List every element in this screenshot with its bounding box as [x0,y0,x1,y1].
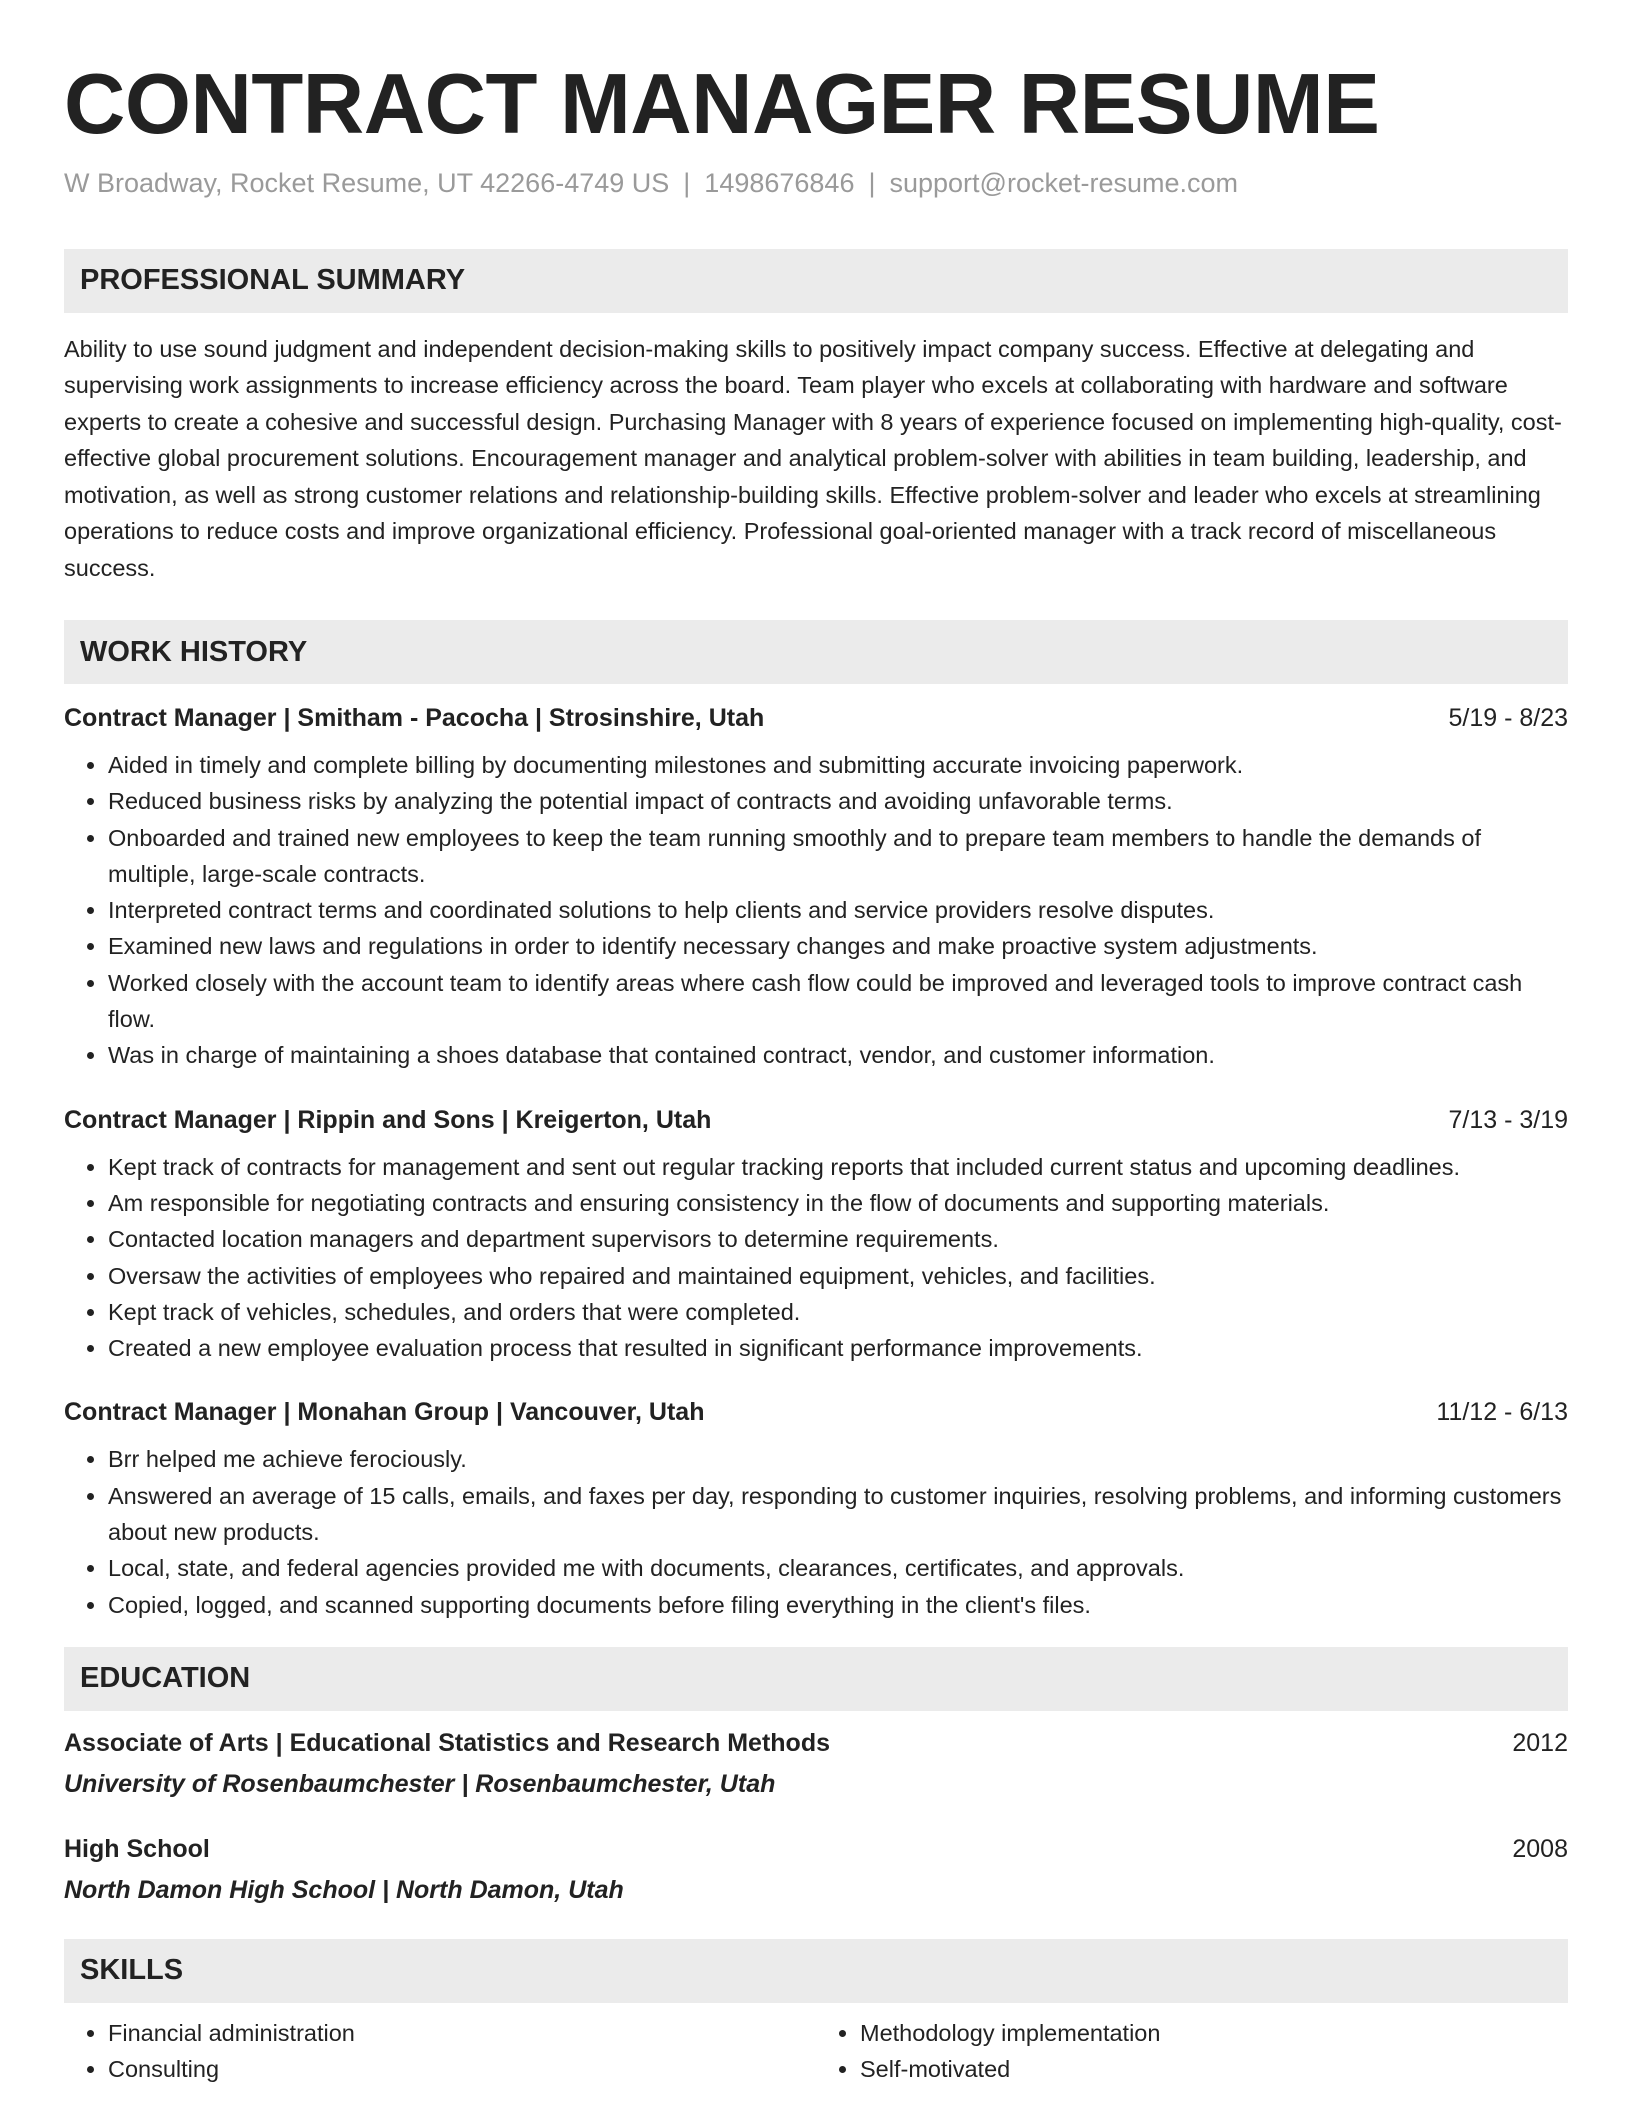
job-bullets [64,747,1568,1074]
job-bullets [64,1149,1568,1367]
job-header [64,704,1568,733]
contact-separator: | [683,167,691,198]
skill-item: • Methodology implementation [860,2015,1568,2051]
skills-column-left [64,2015,816,2087]
job-bullet: • Worked closely with the account team to identify areas where cash flow could be improved and leveraged tools to improve contract cash flow. [108,965,1568,1038]
resume-title: CONTRACT MANAGER RESUME [64,57,1380,152]
education-header [64,1835,1568,1864]
job-bullet: • Kept track of vehicles, schedules, and orders that were completed. [108,1294,1568,1330]
job-entry [64,1106,1568,1367]
contact-phone: 1498676846 [704,167,855,198]
education-header [64,1729,1568,1758]
job-bullet: • Am responsible for negotiating contracts and ensuring consistency in the flow of documents and supporting materials. [108,1185,1568,1221]
contact-email: support@rocket-resume.com [889,167,1239,198]
job-bullet: • Examined new laws and regulations in order to identify necessary changes and make proactive system adjustments. [108,928,1568,964]
job-dates: 7/13 - 3/19 [1448,1105,1568,1134]
skill-item: • Financial administration [108,2015,816,2051]
skills-heading: SKILLS [64,1939,1568,2003]
skills-list [64,2015,1568,2087]
job-bullet: • Oversaw the activities of employees who repaired and maintained equipment, vehicles, and facilities. [108,1258,1568,1294]
skills-column-right [816,2015,1568,2087]
education-entry [64,1729,1568,1799]
skill-item: • Consulting [108,2051,816,2087]
contact-address: W Broadway, Rocket Resume, UT 42266-4749 US [64,167,670,198]
job-bullet: • Kept track of contracts for management and sent out regular tracking reports that included current status and upcoming deadlines. [108,1149,1568,1185]
skill-item: • Self-motivated [860,2051,1568,2087]
education-degree: Associate of Arts | Educational Statistics and Research Methods [64,1728,830,1757]
job-bullet: • Reduced business risks by analyzing the potential impact of contracts and avoiding unfavorable terms. [108,783,1568,819]
job-bullet: • Local, state, and federal agencies provided me with documents, clearances, certificates, and approvals. [108,1550,1568,1586]
job-title: Contract Manager | Rippin and Sons | Kreigerton, Utah [64,1105,712,1134]
summary-text: Ability to use sound judgment and independent decision-making skills to positively impact company success. Effective at delegating and supervising work assignments to increase efficiency across the board. Team player who excels at collaborating with hardware and software experts to create a cohesive and successful design. Purchasing Manager with 8 years of experience focused on implementing high-quality, cost-effective global procurement solutions. Encouragement manager and analytical problem-solver with abilities in team building, leadership, and motivation, as well as strong customer relations and relationship-building skills. Effective problem-solver and leader who excels at streamlining operations to reduce costs and improve organizational efficiency. Professional goal-oriented manager with a track record of miscellaneous success. [64,335,1562,581]
job-header [64,1398,1568,1427]
job-entry [64,1398,1568,1622]
job-title: Contract Manager | Smitham - Pacocha | Strosinshire, Utah [64,704,765,732]
education-school: North Damon High School | North Damon, Utah [64,1875,624,1904]
job-bullet: • Aided in timely and complete billing by documenting milestones and submitting accurate invoicing paperwork. [108,747,1568,783]
summary-heading: PROFESSIONAL SUMMARY [64,249,1568,313]
contact-line [64,168,1568,199]
job-bullet: • Onboarded and trained new employees to keep the team running smoothly and to prepare team members to handle the demands of multiple, large-scale contracts. [108,820,1568,893]
job-bullet: • Created a new employee evaluation process that resulted in significant performance improvements. [108,1330,1568,1366]
education-heading: EDUCATION [64,1647,1568,1711]
contact-separator: | [868,167,876,198]
job-bullet: • Answered an average of 15 calls, emails, and faxes per day, responding to customer inquiries, resolving problems, and informing customers about new products. [108,1478,1568,1551]
job-bullet: • Copied, logged, and scanned supporting documents before filing everything in the client's files. [108,1587,1568,1623]
job-dates: 11/12 - 6/13 [1436,1398,1568,1427]
job-bullet: • Interpreted contract terms and coordinated solutions to help clients and service providers resolve disputes. [108,892,1568,928]
job-title: Contract Manager | Monahan Group | Vancouver, Utah [64,1398,705,1427]
job-bullet: • Was in charge of maintaining a shoes database that contained contract, vendor, and customer information. [108,1037,1568,1073]
work-history-heading: WORK HISTORY [64,620,1568,684]
education-entry [64,1835,1568,1905]
job-entry [64,704,1568,1074]
job-bullet: • Contacted location managers and department supervisors to determine requirements. [108,1221,1568,1257]
education-degree: High School [64,1834,210,1863]
job-bullets [64,1441,1568,1622]
education-school: University of Rosenbaumchester | Rosenbaumchester, Utah [64,1769,776,1798]
job-bullet: • Brr helped me achieve ferociously. [108,1441,1568,1477]
education-year: 2012 [1512,1728,1568,1757]
job-header [64,1106,1568,1135]
education-year: 2008 [1512,1834,1568,1863]
job-dates: 5/19 - 8/23 [1448,704,1568,732]
